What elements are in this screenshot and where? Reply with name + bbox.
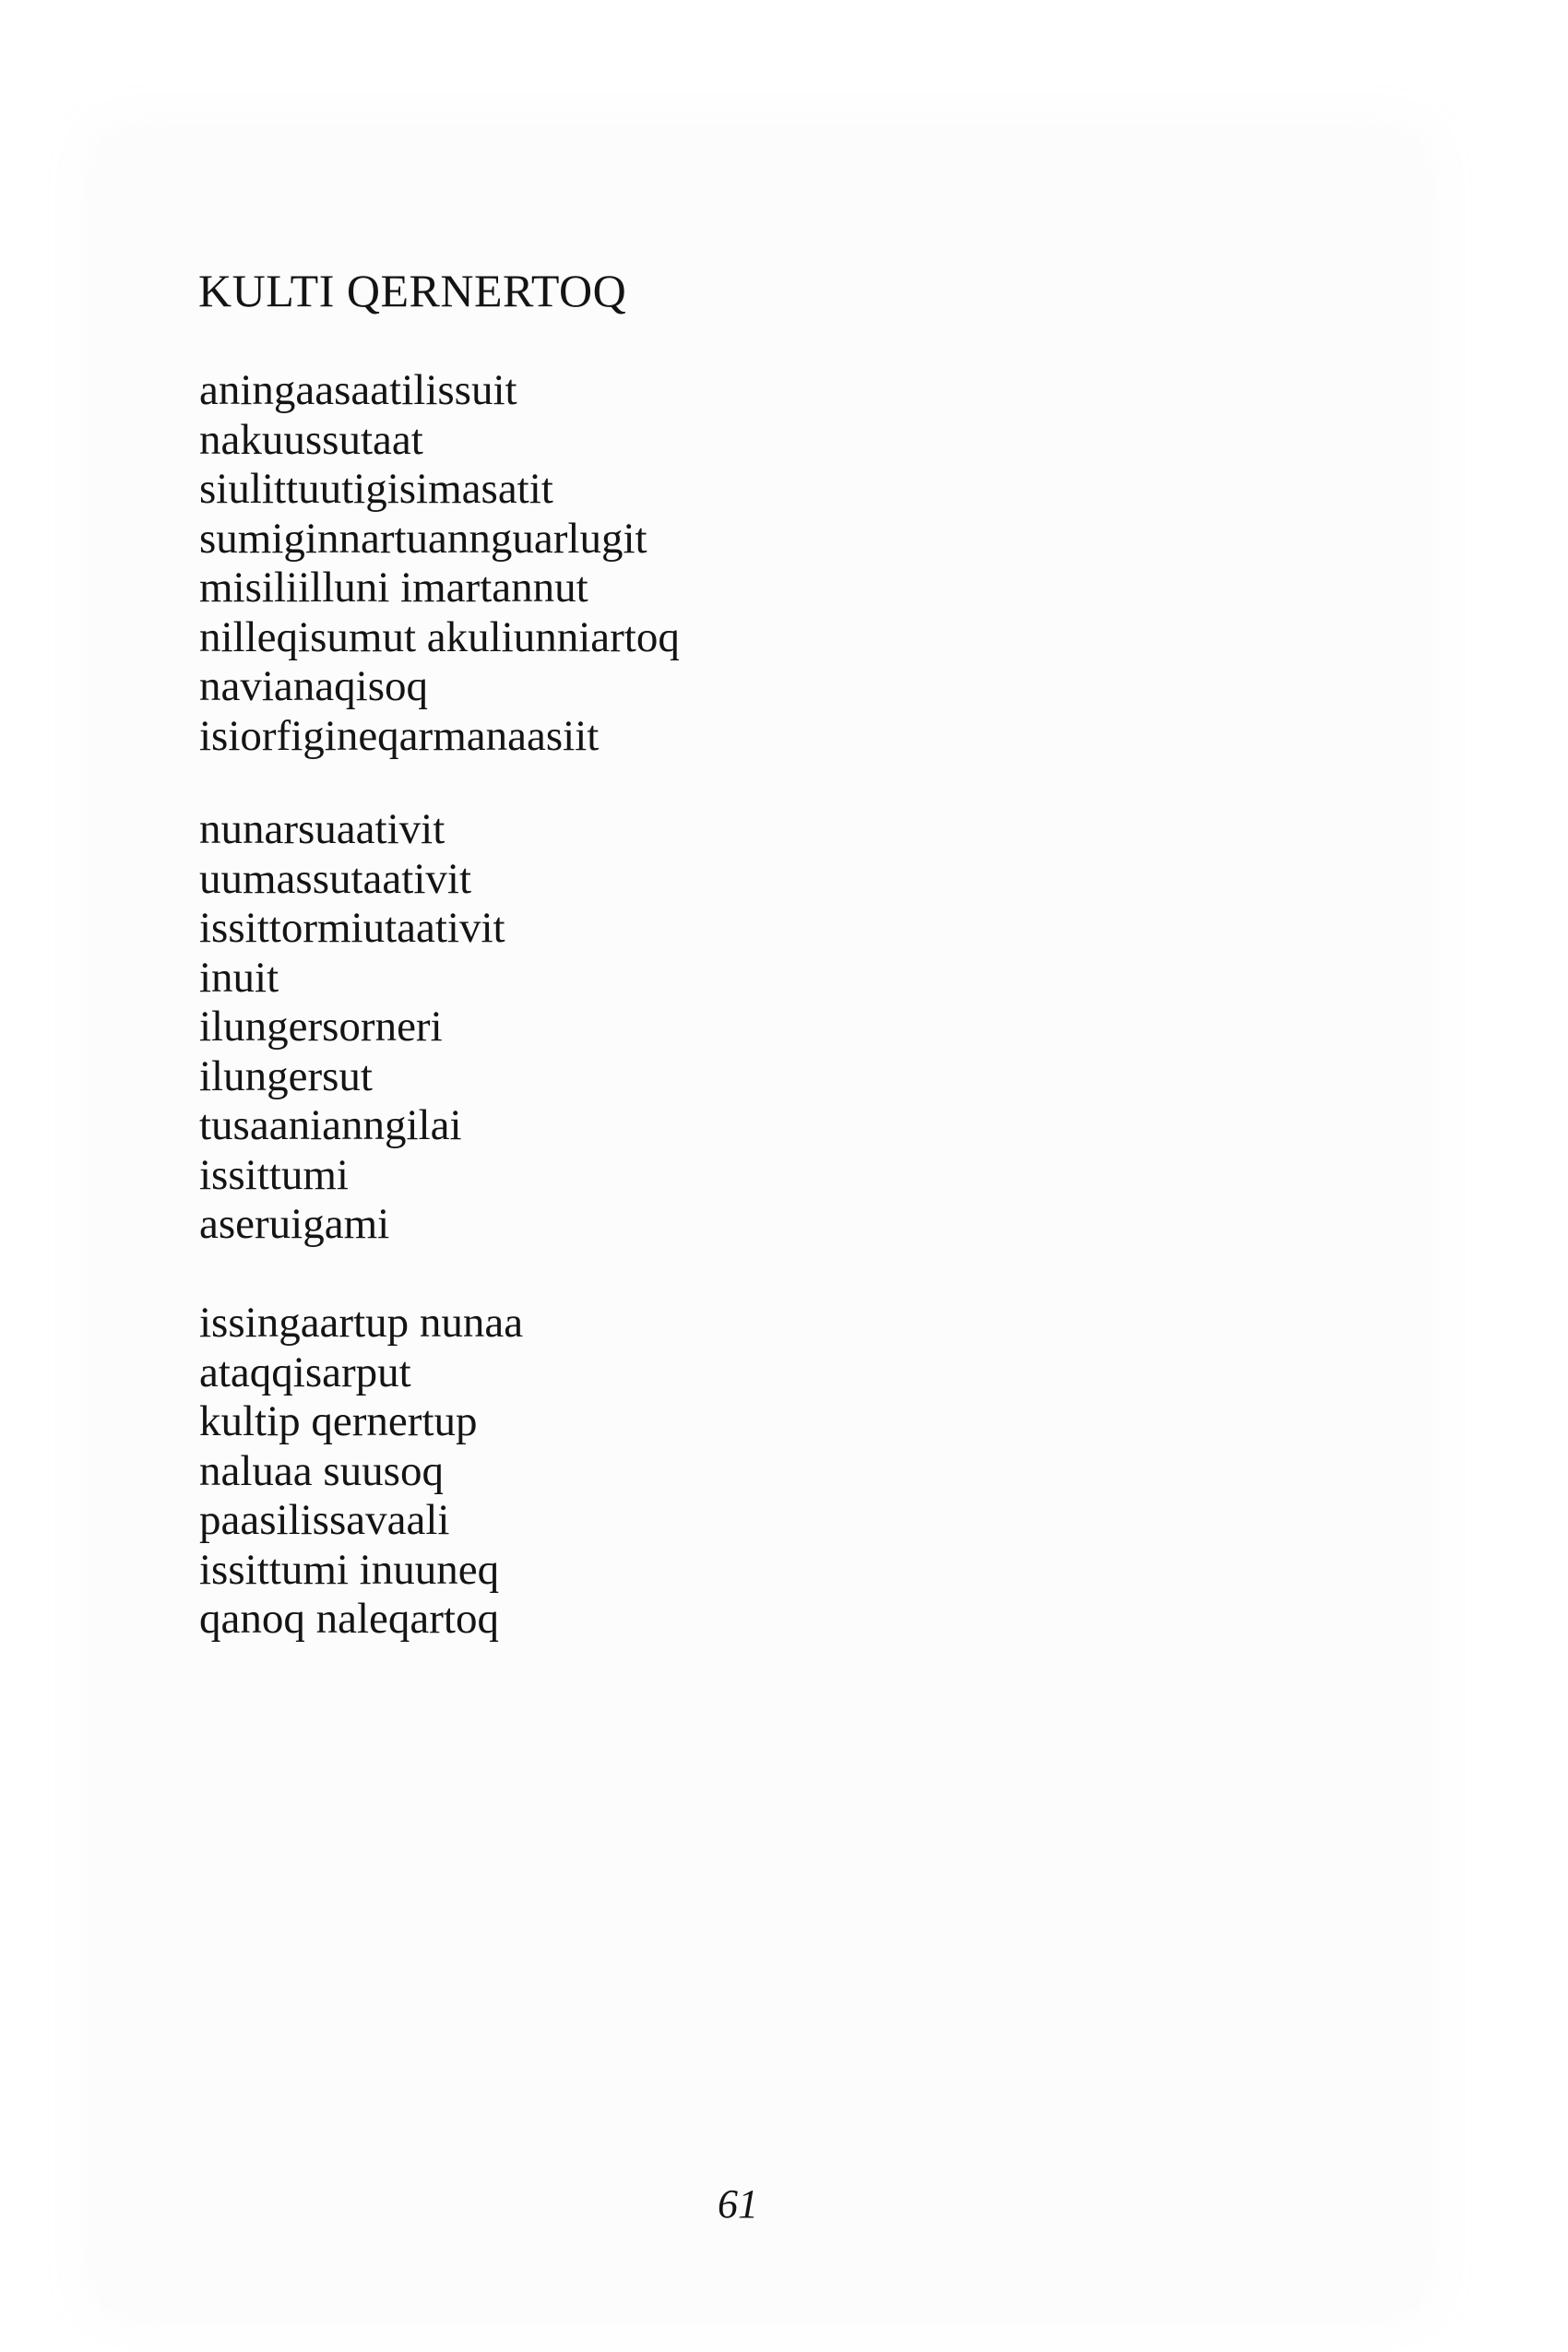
poem-line: issittormiutaativit	[199, 904, 505, 952]
stanza-3	[199, 1299, 523, 1645]
poem-line: inuit	[199, 953, 279, 1002]
poem-line: aningaasaatilissuit	[199, 366, 517, 414]
poem-line: uumassutaativit	[199, 854, 472, 903]
poem-line: tusaanianngilai	[199, 1101, 462, 1149]
poem-line: paasilissavaali	[199, 1496, 450, 1544]
poem-line: siulittuutigisimasatit	[199, 465, 553, 513]
poem-line: isiorfigineqarmanaasiit	[199, 711, 600, 760]
poem-line: ilungersorneri	[199, 1003, 443, 1051]
poem-title: KULTI QERNERTOQ	[198, 265, 627, 316]
poem-line: issittumi	[199, 1150, 349, 1199]
poem-line: naluaa suusoq	[199, 1446, 444, 1495]
poem-line: aseruigami	[199, 1200, 390, 1248]
poem-line: issingaartup nunaa	[199, 1299, 524, 1347]
poem-line: issittumi inuuneq	[199, 1545, 500, 1594]
poem-line: ilungersut	[199, 1051, 373, 1100]
poem-line: qanoq naleqartoq	[199, 1595, 499, 1643]
page-number: 61	[718, 2181, 758, 2227]
poem-line: nakuussutaat	[199, 415, 423, 464]
poem-line: sumiginnartuannguarlugit	[199, 514, 647, 563]
stanza-1	[199, 366, 680, 761]
poem-line: ataqqisarput	[199, 1348, 411, 1396]
poem-line: kultip qernertup	[199, 1397, 478, 1445]
poem-line: nilleqisumut akuliunniartoq	[199, 612, 680, 661]
poem-line: navianaqisoq	[199, 662, 428, 710]
poem-line: nunarsuaativit	[199, 805, 445, 853]
poem-line: misiliilluni imartannut	[199, 564, 588, 612]
stanza-2	[199, 805, 505, 1250]
